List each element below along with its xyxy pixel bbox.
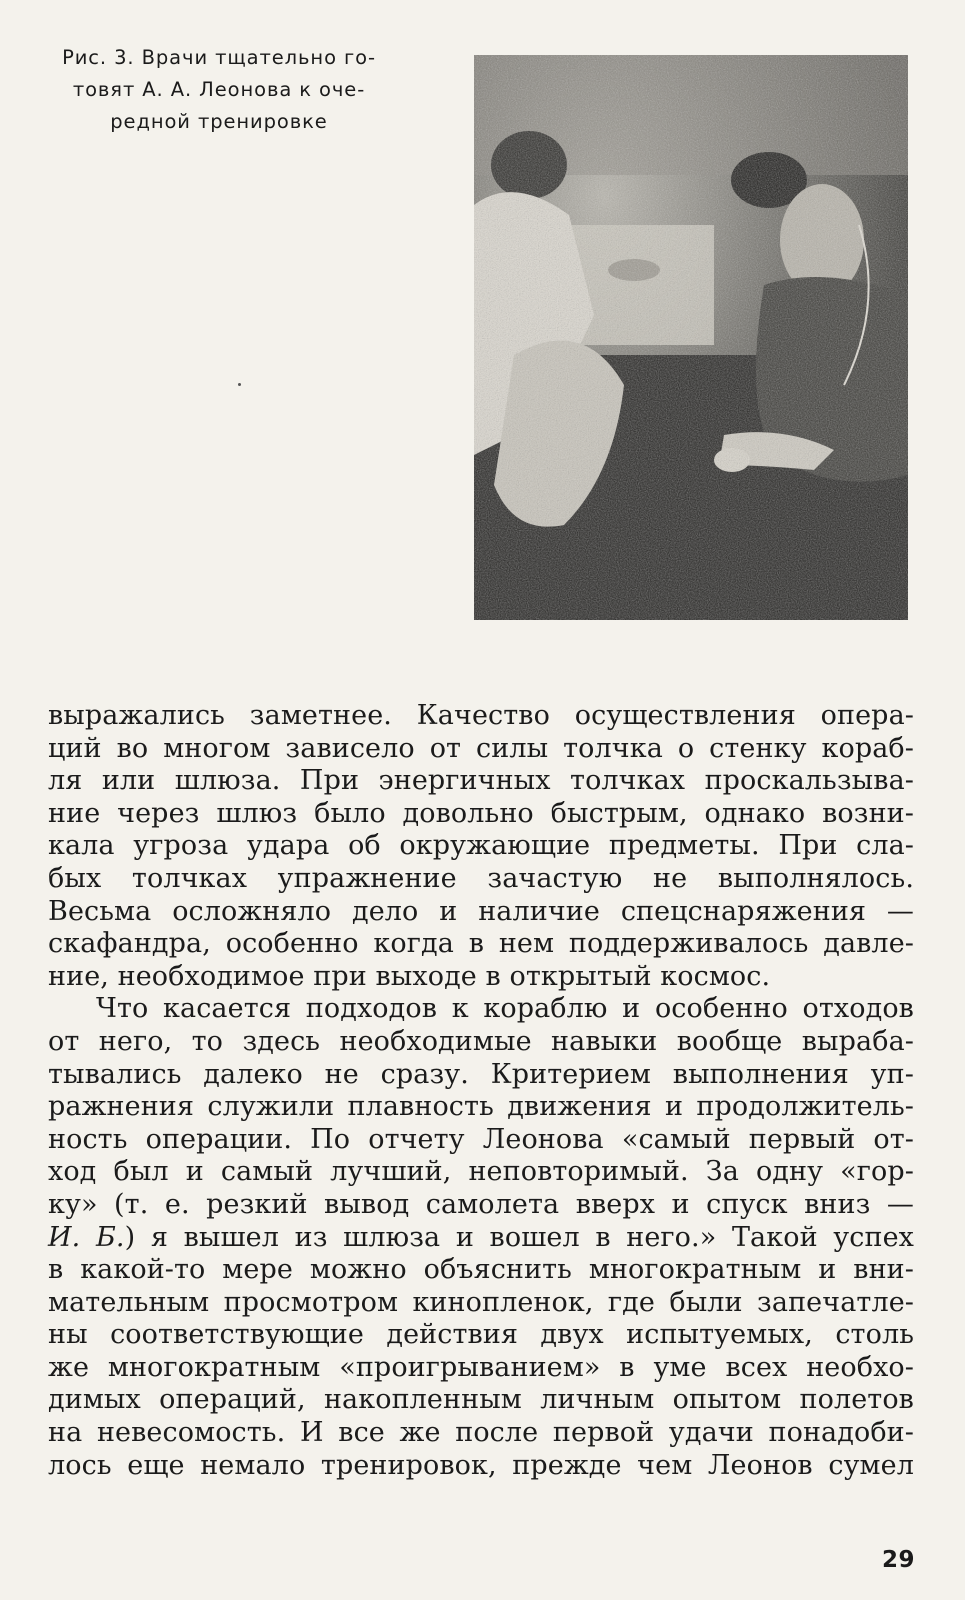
text-line: ку» (т. е. резкий вывод самолета вверх и спуск вниз — (48, 1188, 914, 1220)
text-line: скафандра, особенно когда в нем поддерживалось давле- (48, 928, 914, 960)
photo-illustration (474, 55, 908, 620)
text-line: ля или шлюза. При энергичных толчках проскальзыва- (48, 765, 914, 797)
page-number: 29 (881, 1547, 915, 1573)
caption-line: редной тренировке (110, 110, 328, 133)
text-line: ны соответствующие действия двух испытуемых, столь (48, 1319, 914, 1351)
text-line: ность операции. По отчету Леонова «самый первый от- (48, 1123, 914, 1155)
text-line: кала угроза удара об окружающие предметы. При сла- (48, 830, 914, 862)
text-line: выражались заметнее. Качество осуществления опера- (48, 700, 914, 731)
text-line: от него, то здесь необходимые навыки вообще выраба- (48, 1025, 914, 1057)
text-line: ние, необходимое при выходе в открытый космос. (48, 960, 771, 992)
body-text (48, 700, 914, 1482)
caption-line: товят А. А. Леонова к оче- (72, 78, 366, 101)
text-line: Весьма осложняло дело и наличие спецснаряжения — (48, 895, 914, 927)
text-line: ций во многом зависело от силы толчка о стенку кораб- (48, 732, 914, 764)
text-line: бых толчках упражнение зачастую не выполнялось. (48, 862, 914, 894)
text-line-with-initials (48, 1222, 914, 1255)
text-line: Что касается подходов к кораблю и особенно отходов (96, 993, 914, 1025)
figure-photo (474, 55, 908, 620)
text-line: тывались далеко не сразу. Критерием выполнения уп- (48, 1058, 914, 1090)
text-line: мательным просмотром кинопленок, где были запечатле- (48, 1286, 914, 1318)
text-line: ние через шлюз было довольно быстрым, однако возни- (48, 797, 914, 829)
text-line: же многократным «проигрыванием» в уме всех необхо- (48, 1351, 914, 1383)
author-initials: И. Б. (48, 1221, 125, 1253)
text-line: ражнения служили плавность движения и продолжитель- (48, 1091, 914, 1123)
text-line: ход был и самый лучший, неповторимый. За одну «гор- (48, 1156, 914, 1188)
text-line: димых операций, накопленным личным опытом полетов (48, 1384, 914, 1416)
scan-speck (238, 383, 241, 386)
text-line: лось еще немало тренировок, прежде чем Леонов сумел (48, 1449, 914, 1481)
text-segment: ) я вышел из шлюза и вошел в него.» Такой успех (124, 1221, 915, 1253)
text-line: в какой-то мере можно объяснить многократным и вни- (48, 1254, 914, 1286)
caption-line: Рис. 3. Врачи тщательно го- (62, 46, 376, 69)
figure-caption (38, 42, 400, 138)
text-line: на невесомость. И все же после первой удачи понадоби- (48, 1417, 914, 1449)
